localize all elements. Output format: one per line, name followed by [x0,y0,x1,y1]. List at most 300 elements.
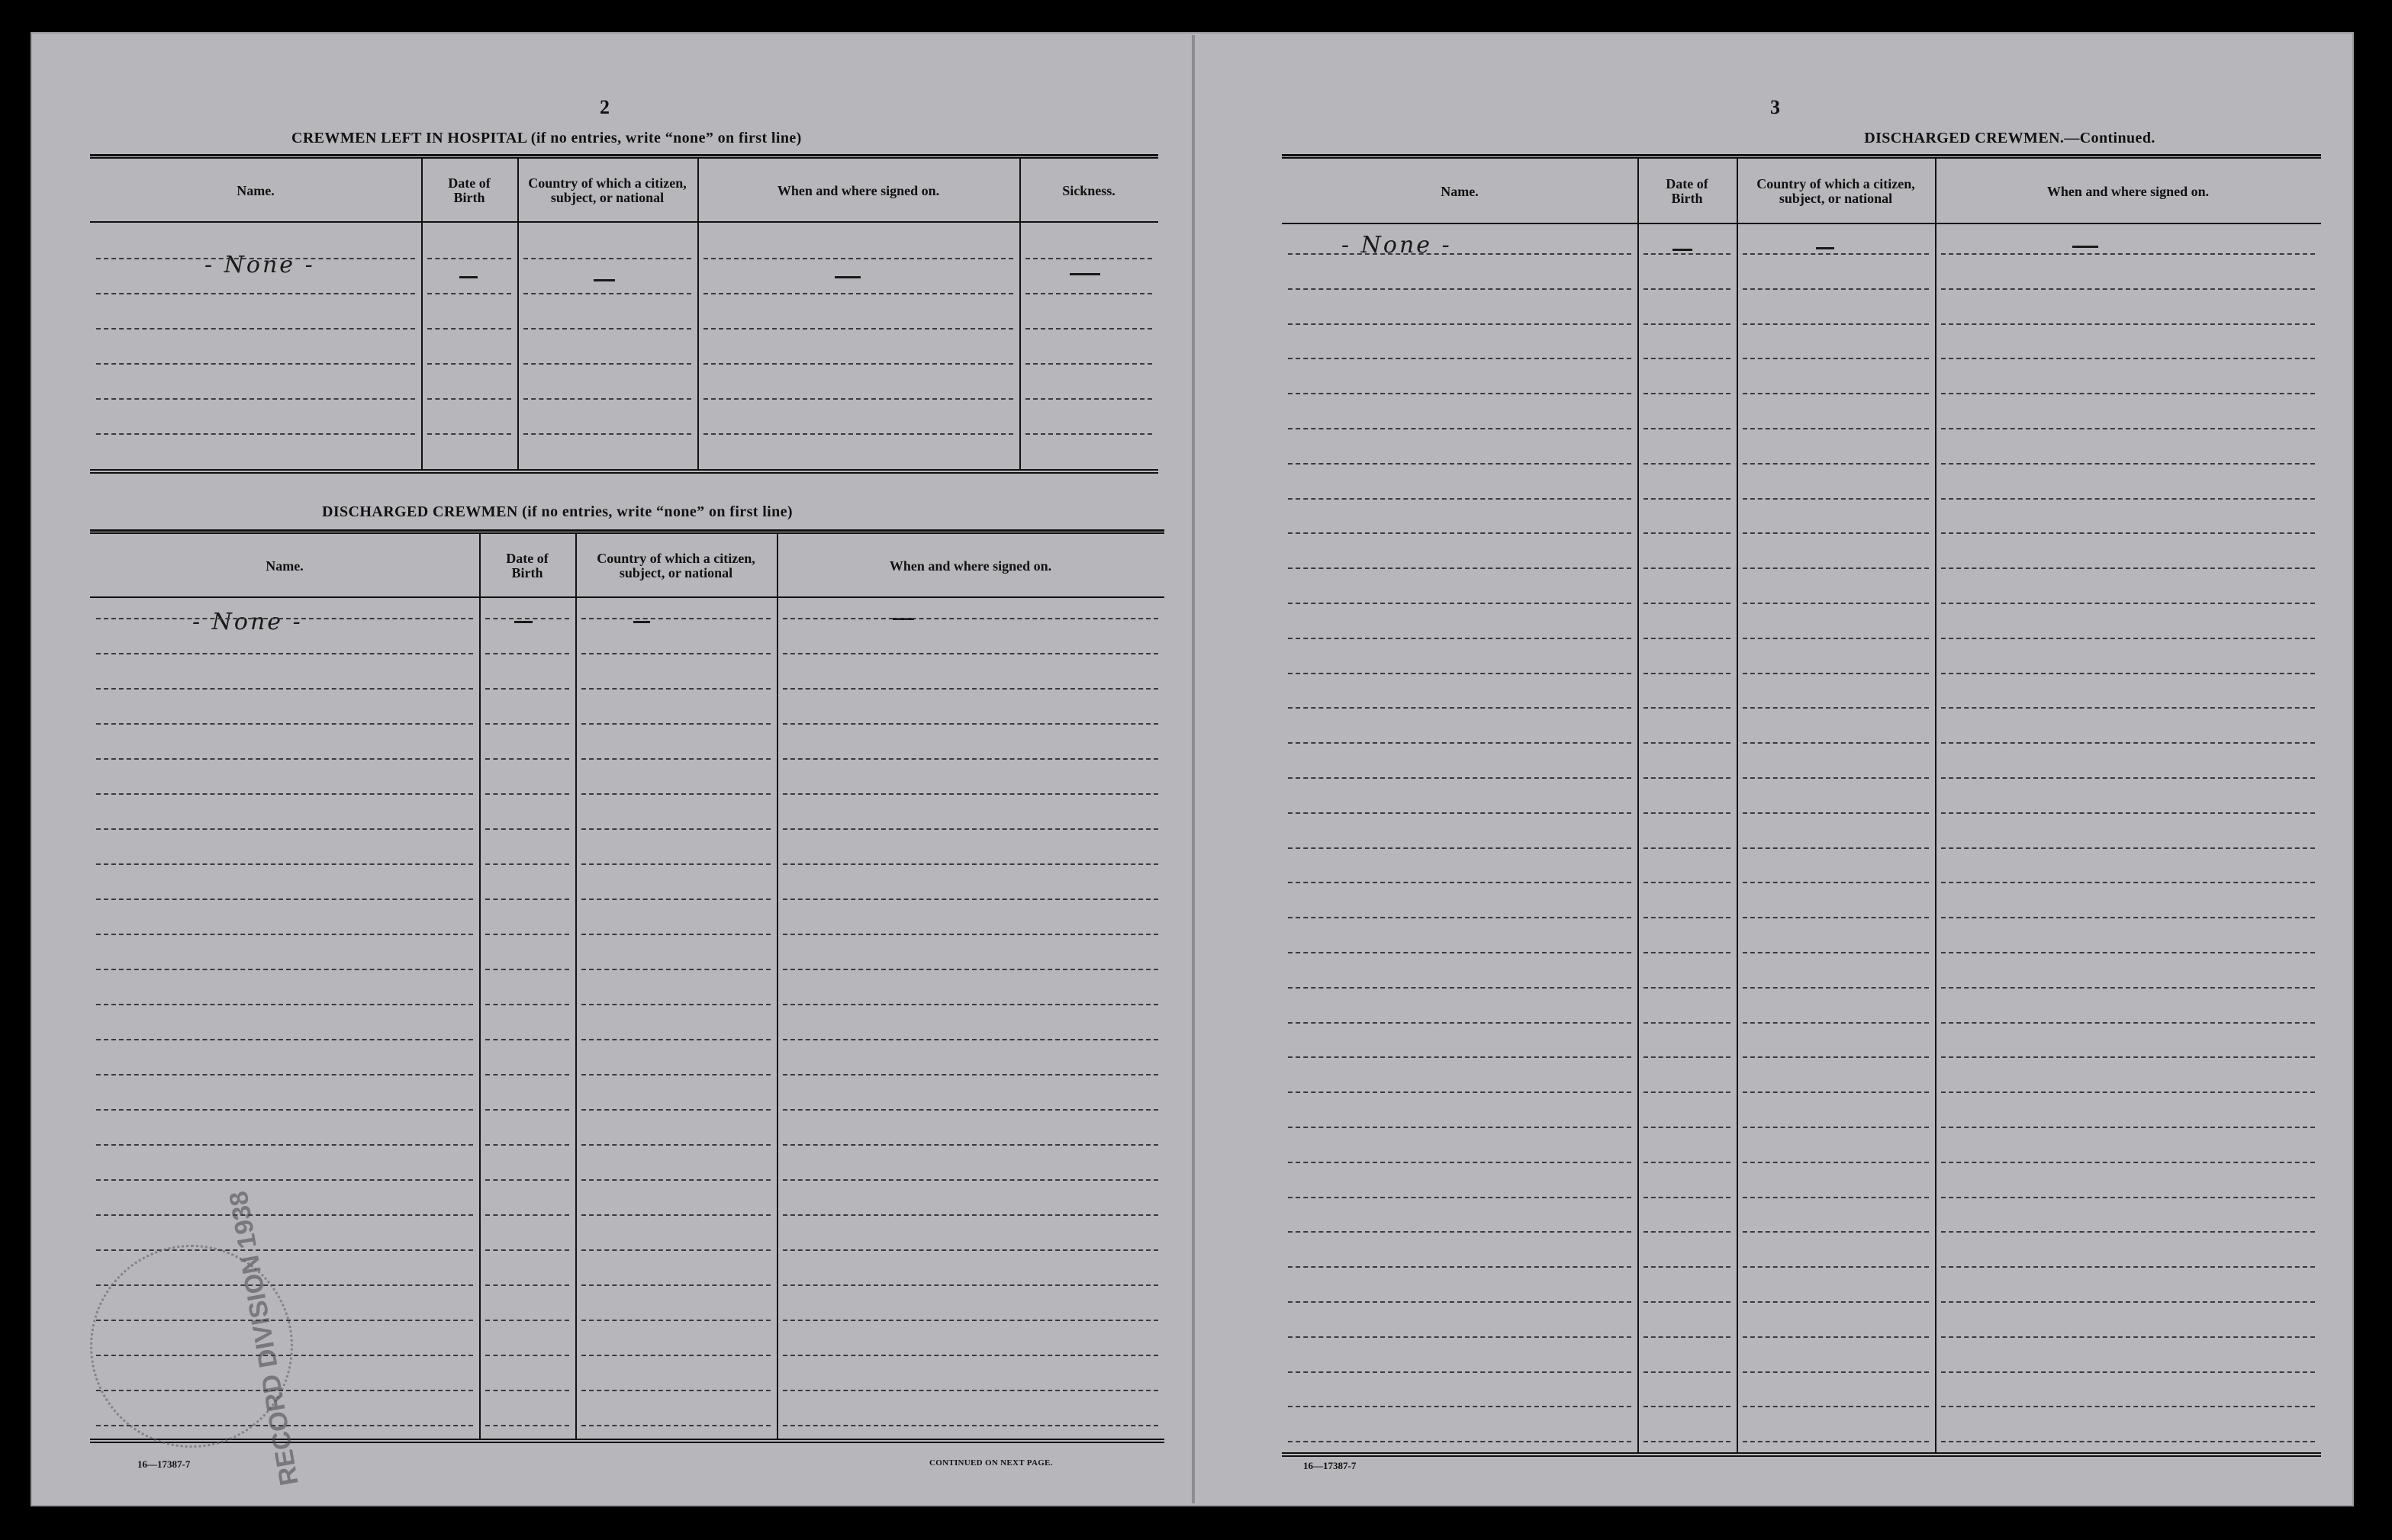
dotted-line [1025,398,1152,400]
dotted-line [1941,253,2315,255]
table-top-rule [1282,154,2321,159]
dotted-line [783,1249,1158,1251]
dotted-line [96,1039,473,1040]
dotted-line [1288,987,1631,989]
dotted-line [485,1109,569,1111]
dotted-line [581,969,771,970]
dotted-line [783,863,1158,865]
dotted-line [1941,428,2315,429]
dotted-line [1288,673,1631,674]
dotted-line [1743,777,1929,779]
dotted-line [1941,812,2315,814]
dotted-line [581,1074,771,1075]
dotted-line [581,653,771,654]
entry-dash [835,276,861,278]
column-header-date-of-birth: Date of Birth [448,175,491,205]
dotted-line [427,328,511,330]
column-header-country: Country of which a citizen, subject, or national [528,175,687,205]
dotted-line [1743,673,1929,674]
dotted-line [1288,323,1631,325]
table-bottom-rule [90,469,1158,474]
dotted-line [1643,1162,1730,1163]
dotted-line [1941,1127,2315,1128]
dotted-line [1743,498,1929,500]
dotted-line [1288,1092,1631,1093]
dotted-line [783,653,1158,654]
dotted-line [1643,638,1730,639]
dotted-line [96,653,473,654]
page-number: 2 [600,96,610,118]
table-top-rule [90,529,1164,534]
dotted-line [581,1425,771,1426]
dotted-line [485,1039,569,1040]
dotted-line [1941,1162,2315,1163]
dotted-line [703,433,1013,435]
dotted-line [1743,1301,1929,1303]
entry-name: - None - [1341,232,1452,259]
dotted-line [1941,1197,2315,1198]
dotted-line [581,1214,771,1216]
dotted-line [96,293,415,294]
dotted-line [485,1320,569,1321]
dotted-line [1643,673,1730,674]
dotted-line [1643,358,1730,359]
dotted-line [783,1214,1158,1216]
page-2 [31,32,1190,1506]
dotted-line [1643,1022,1730,1024]
dotted-line [1288,638,1631,639]
dotted-line [703,293,1013,294]
dotted-line [485,934,569,935]
dotted-line [1643,1266,1730,1268]
column-header-sickness: Sickness. [1062,182,1116,198]
dotted-line [783,618,1158,619]
dotted-line [1941,777,2315,779]
dotted-line [485,1004,569,1005]
dotted-line [1743,847,1929,849]
dotted-line [96,934,473,935]
dotted-line [485,1284,569,1286]
dotted-line [1288,812,1631,814]
dotted-line [427,293,511,294]
column-header-signed-on: When and where signed on. [777,182,940,198]
entry-dash [514,621,533,623]
dotted-line [1941,323,2315,325]
dotted-line [1643,1231,1730,1233]
dotted-line [581,1355,771,1356]
dotted-line [1941,393,2315,394]
dotted-line [703,398,1013,400]
dotted-line [1288,917,1631,918]
column-divider [479,534,481,1439]
entry-dash [1816,247,1834,249]
dotted-line [703,258,1013,259]
dotted-line [1743,1056,1929,1058]
dotted-line [1288,1197,1631,1198]
dotted-line [1743,707,1929,709]
dotted-line [485,1179,569,1181]
dotted-line [1743,1162,1929,1163]
dotted-line [1288,1127,1631,1128]
dotted-line [1643,1127,1730,1128]
dotted-line [1025,328,1152,330]
dotted-line [485,653,569,654]
dotted-line [1941,1371,2315,1373]
dotted-line [1743,603,1929,604]
dotted-line [1941,952,2315,953]
header-bottom-rule [1282,223,2321,224]
dotted-line [1643,1301,1730,1303]
dotted-line [427,433,511,435]
discharged-continued-title: DISCHARGED CREWMEN.—Continued. [1864,130,2155,146]
dotted-line [1941,1336,2315,1338]
dotted-line [1941,288,2315,290]
dotted-line [1941,1022,2315,1024]
dotted-line [1743,742,1929,744]
dotted-line [1643,952,1730,953]
entry-dash [1070,273,1100,275]
dotted-line [783,758,1158,760]
column-header-signed-on: When and where signed on. [889,558,1052,574]
dotted-line [581,1109,771,1111]
column-header-country: Country of which a citizen, subject, or national [1756,176,1915,206]
dotted-line [485,1144,569,1146]
dotted-line [1643,393,1730,394]
dotted-line [1025,363,1152,365]
dotted-line [1643,1406,1730,1407]
dotted-line [581,899,771,900]
dotted-line [1941,1406,2315,1407]
dotted-line [703,328,1013,330]
dotted-line [581,618,771,619]
dotted-line [783,969,1158,970]
dotted-line [1941,917,2315,918]
dotted-line [523,363,691,365]
dotted-line [1743,987,1929,989]
entry-dash [459,276,478,278]
dotted-line [1743,917,1929,918]
dotted-line [1941,882,2315,883]
dotted-line [1643,742,1730,744]
dotted-line [1941,358,2315,359]
dotted-line [1288,1022,1631,1024]
dotted-line [1941,673,2315,674]
dotted-line [485,899,569,900]
dotted-line [1743,1197,1929,1198]
dotted-line [1643,288,1730,290]
stamp-text: RECORD DIVISION 1938 [224,1188,304,1488]
dotted-line [1643,1441,1730,1442]
dotted-line [1743,952,1929,953]
dotted-line [485,828,569,830]
dotted-line [1288,1162,1631,1163]
dotted-line [581,1039,771,1040]
dotted-line [1288,952,1631,953]
dotted-line [96,1144,473,1146]
dotted-line [96,328,415,330]
dotted-line [1288,1301,1631,1303]
dotted-line [1743,567,1929,569]
dotted-line [1288,532,1631,534]
dotted-line [783,723,1158,725]
dotted-line [581,863,771,865]
dotted-line [96,1074,473,1075]
column-divider [777,534,778,1439]
dotted-line [96,899,473,900]
dotted-line [1288,463,1631,465]
page-gutter [1192,35,1195,1503]
dotted-line [783,688,1158,690]
dotted-line [1743,393,1929,394]
dotted-line [1743,1127,1929,1128]
table-bottom-rule [90,1439,1164,1443]
dotted-line [1288,847,1631,849]
dotted-line [1743,463,1929,465]
dotted-line [485,1425,569,1426]
dotted-line [485,1390,569,1391]
dotted-line [485,863,569,865]
dotted-line [1643,847,1730,849]
dotted-line [96,433,415,435]
dotted-line [581,1179,771,1181]
dotted-line [783,934,1158,935]
dotted-line [1288,498,1631,500]
hospital-table [90,154,1158,490]
dotted-line [1743,428,1929,429]
dotted-line [96,758,473,760]
dotted-line [427,398,511,400]
dotted-line [1288,1406,1631,1407]
discharged-continued-table [1282,154,2321,1466]
dotted-line [96,969,473,970]
dotted-line [1743,532,1929,534]
dotted-line [1288,603,1631,604]
dotted-line [523,328,691,330]
dotted-line [1643,777,1730,779]
dotted-line [581,793,771,795]
dotted-line [485,969,569,970]
dotted-line [783,1004,1158,1005]
dotted-line [485,1355,569,1356]
dotted-line [1643,1092,1730,1093]
dotted-line [96,1179,473,1181]
dotted-line [96,723,473,725]
dotted-line [1288,777,1631,779]
dotted-line [96,828,473,830]
dotted-line [1743,1336,1929,1338]
dotted-line [96,1214,473,1216]
dotted-line [427,363,511,365]
column-header-country: Country of which a citizen, subject, or national [597,551,755,580]
dotted-line [485,1074,569,1075]
hospital-section-title: CREWMEN LEFT IN HOSPITAL (if no entries, write “none” on first line) [291,130,802,146]
column-header-name: Name. [237,182,275,198]
dotted-line [96,1004,473,1005]
dotted-line [485,723,569,725]
form-number: 16—17387-7 [137,1458,191,1470]
dotted-line [1743,253,1929,255]
dotted-line [96,398,415,400]
dotted-line [1743,638,1929,639]
dotted-line [1941,532,2315,534]
dotted-line [1941,463,2315,465]
dotted-line [523,258,691,259]
page-3 [1198,32,2354,1506]
dotted-line [581,1320,771,1321]
dotted-line [1643,1336,1730,1338]
dotted-line [96,793,473,795]
dotted-line [581,934,771,935]
dotted-line [783,1284,1158,1286]
dotted-line [1941,707,2315,709]
dotted-line [783,1320,1158,1321]
dotted-line [1743,1092,1929,1093]
dotted-line [581,1249,771,1251]
dotted-line [1643,812,1730,814]
dotted-line [523,293,691,294]
column-divider [575,534,577,1439]
dotted-line [1288,1441,1631,1442]
dotted-line [1941,638,2315,639]
dotted-line [1643,463,1730,465]
dotted-line [581,1284,771,1286]
dotted-line [1743,1406,1929,1407]
dotted-line [1288,567,1631,569]
column-header-name: Name. [1441,183,1479,199]
dotted-line [1941,1266,2315,1268]
dotted-line [783,1074,1158,1075]
dotted-line [96,863,473,865]
dotted-line [1643,1371,1730,1373]
dotted-line [1941,1231,2315,1233]
dotted-line [523,433,691,435]
entry-dash [1672,249,1692,251]
dotted-line [783,828,1158,830]
dotted-line [1288,1231,1631,1233]
dotted-line [783,1355,1158,1356]
dotted-line [1643,917,1730,918]
dotted-line [96,1249,473,1251]
entry-dash [633,621,650,623]
dotted-line [581,1390,771,1391]
form-number: 16—17387-7 [1303,1460,1357,1471]
dotted-line [1743,1266,1929,1268]
dotted-line [1288,1371,1631,1373]
dotted-line [1941,742,2315,744]
dotted-line [1743,1231,1929,1233]
header-bottom-rule [90,221,1158,223]
dotted-line [1941,1056,2315,1058]
dotted-line [96,258,415,259]
dotted-line [1643,603,1730,604]
dotted-line [1941,603,2315,604]
dotted-line [427,258,511,259]
dotted-line [783,1144,1158,1146]
dotted-line [1643,253,1730,255]
dotted-line [523,398,691,400]
entry-dash [594,279,615,281]
dotted-line [783,793,1158,795]
dotted-line [1288,393,1631,394]
dotted-line [1643,1197,1730,1198]
dotted-line [96,688,473,690]
column-header-date-of-birth: Date of Birth [1666,176,1708,206]
dotted-line [783,1109,1158,1111]
dotted-line [783,899,1158,900]
dotted-line [1743,323,1929,325]
dotted-line [581,723,771,725]
dotted-line [581,688,771,690]
dotted-line [1288,253,1631,255]
table-top-rule [90,154,1158,159]
dotted-line [485,758,569,760]
dotted-line [485,618,569,619]
discharged-section-title: DISCHARGED CREWMEN (if no entries, write “none” on first line) [322,503,793,520]
dotted-line [1941,498,2315,500]
dotted-line [1743,812,1929,814]
dotted-line [581,1004,771,1005]
dotted-line [1288,707,1631,709]
dotted-line [1643,428,1730,429]
dotted-line [485,793,569,795]
dotted-line [1941,1441,2315,1442]
dotted-line [581,1144,771,1146]
dotted-line [1288,1056,1631,1058]
dotted-line [1643,1056,1730,1058]
column-divider [1637,159,1639,1452]
dotted-line [1643,532,1730,534]
dotted-line [1643,498,1730,500]
dotted-line [1743,1022,1929,1024]
continued-note: CONTINUED ON NEXT PAGE. [929,1458,1053,1468]
dotted-line [96,363,415,365]
column-divider [1935,159,1936,1452]
dotted-line [581,758,771,760]
dotted-line [783,1179,1158,1181]
entry-name: - None - [192,609,303,635]
dotted-line [1025,258,1152,259]
dotted-line [1025,433,1152,435]
dotted-line [1288,358,1631,359]
dotted-line [783,1390,1158,1391]
column-header-name: Name. [266,558,304,574]
dotted-line [1743,1371,1929,1373]
dotted-line [1743,288,1929,290]
dotted-line [1743,882,1929,883]
dotted-line [1288,742,1631,744]
dotted-line [485,688,569,690]
table-bottom-rule [1282,1452,2321,1457]
dotted-line [1941,847,2315,849]
column-header-signed-on: When and where signed on. [2046,183,2210,199]
dotted-line [703,363,1013,365]
dotted-line [1643,707,1730,709]
page-number: 3 [1770,96,1780,118]
dotted-line [1288,882,1631,883]
dotted-line [96,1109,473,1111]
entry-dash [2072,246,2098,248]
entry-name: - None - [204,252,315,278]
dotted-line [1288,288,1631,290]
dotted-line [1288,1266,1631,1268]
dotted-line [1643,882,1730,883]
dotted-line [96,618,473,619]
header-bottom-rule [90,596,1164,598]
dotted-line [485,1249,569,1251]
dotted-line [1941,1301,2315,1303]
dotted-line [1941,567,2315,569]
dotted-line [1288,428,1631,429]
